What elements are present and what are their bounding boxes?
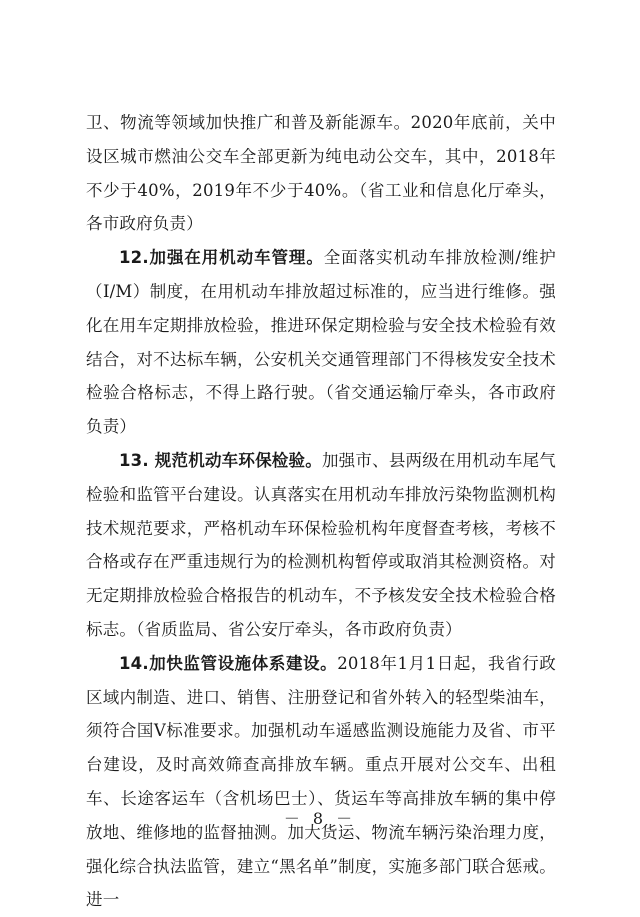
paragraph-item-13: [86, 444, 556, 647]
body-text: [86, 106, 556, 917]
item-heading: 13. 规范机动车环保检验。: [119, 450, 322, 470]
paragraph-text: 全面落实机动车排放检测/维护（I/M）制度，在用机动车排放超过标准的，应当进行维修。强化在用车定期排放检验，推进环保定期检验与安全技术检验有效结合，对不达标车辆，公安机关交通管理部门不得核发安全技术检验合格标志，不得上路行驶。（省交通运输厅牵头，各市政府负责）: [86, 248, 556, 437]
page-number: － 8 －: [283, 809, 357, 828]
paragraph-item-14: [86, 647, 556, 917]
paragraph-item-12: [86, 241, 556, 444]
paragraph-text: 加强市、县两级在用机动车尾气检验和监管平台建设。认真落实在用机动车排放污染物监测机构技术规范要求，严格机动车环保检验机构年度督查考核，考核不合格或存在严重违规行为的检测机构暂停或取消其检测资格。对无定期排放检验合格报告的机动车，不予核发安全技术检验合格标志。（省质监局、省公安厅牵头，各市政府负责）: [86, 450, 556, 639]
paragraph-text: 2018年1月1日起，我省行政区域内制造、进口、销售、注册登记和省外转入的轻型柴油车，须符合国Ⅴ标准要求。加强机动车遥感监测设施能力及省、市平台建设，及时高效筛查高排放车辆。重点开展对公交车、出租车、长途客运车（含机场巴士）、货运车等高排放车辆的集中停放地、维修地的监督抽测。加大货运、物流车辆污染治理力度，强化综合执法监管，建立“黑名单”制度，实施多部门联合惩戒。进一: [86, 653, 556, 910]
item-heading: 14.加快监管设施体系建设。: [119, 653, 338, 673]
paragraph-continuation: [86, 106, 556, 241]
paragraph-text: 卫、物流等领域加快推广和普及新能源车。2020年底前，关中设区城市燃油公交车全部更新为纯电动公交车，其中，2018年不少于40%，2019年不少于40%。（省工业和信息化厅牵头，各市政府负责）: [86, 113, 556, 234]
item-heading: 12.加强在用机动车管理。: [119, 248, 324, 268]
